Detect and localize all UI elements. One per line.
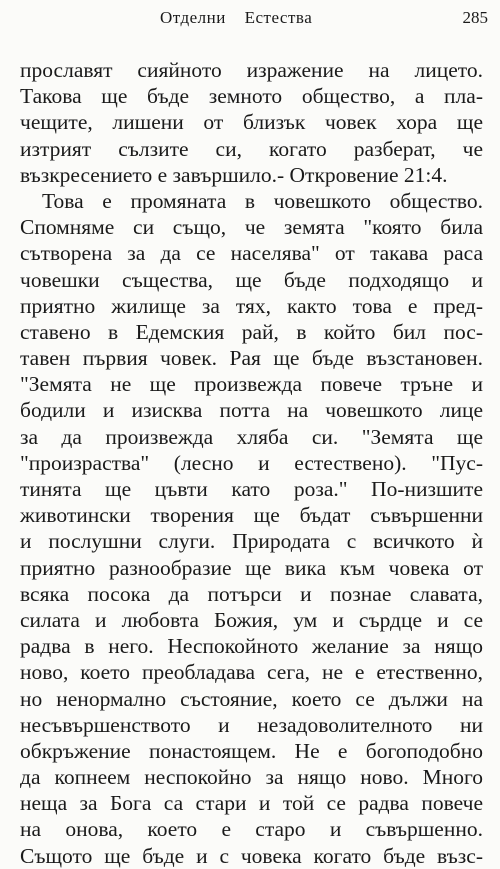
text-line: "произраства" (лесно и естествено). "Пус- (20, 450, 483, 475)
text-line: силата и любовта Божия, ум и сърдце и се (20, 607, 483, 632)
text-line: обкръжение понастоящем. Не е богоподобно (20, 738, 483, 763)
text-line: ново, което преобладава сега, не е етественно, (20, 660, 483, 685)
running-header (0, 8, 500, 32)
text-line: изтрият сълзите си, когато разберат, че (20, 136, 483, 161)
text-line: ставено в Едемския рай, в който бил пос- (20, 319, 483, 344)
body-text (20, 57, 483, 869)
text-line: Същото ще бъде и с човека когато бъде възс- (20, 843, 483, 868)
text-line: възкресението е завършило.- Откровение 21:4. (20, 162, 448, 187)
text-line: сътворена за да се населява" от такава раса (20, 241, 483, 266)
text-line: Спомняме си също, че земята "която била (20, 215, 483, 240)
text-line: приятно разнообразие ще вика към човека от (20, 555, 483, 580)
text-line: на онова, което е старо и съвършенно. (20, 817, 483, 842)
text-line: чещите, лишени от близък човек хора ще (20, 110, 483, 135)
text-line: несъвършенството и незадоволителното ни (20, 712, 483, 737)
text-line: животински творения ще бъдат съвършенни (20, 503, 483, 528)
text-line: приятно жилище за тях, както това е пред- (20, 293, 483, 318)
text-line: тинята ще цъвти като роза." По-низшите (20, 477, 483, 501)
text-line: всяка посока да потърси и познае славата, (20, 581, 483, 606)
text-line: тавен първия човек. Рая ще бъде възстановен. (20, 346, 483, 371)
text-line: "Земята не ще произвежда повече тръне и (20, 372, 483, 397)
text-line: но ненормално състояние, което се дължи на (20, 686, 483, 711)
running-title: Отделни Естества (160, 8, 313, 27)
text-line: човешки същества, ще бъде подходящо и (20, 267, 483, 292)
text-line: за да произвежда хляба си. "Земята ще (20, 424, 483, 449)
page-number: 285 (462, 8, 488, 27)
text-line: и послушни слуги. Природата с всичкото ѝ (20, 529, 483, 554)
text-line: да копнеем неспокойно за нящо ново. Много (20, 765, 483, 790)
text-line: Такова ще бъде земното общество, а пла- (20, 84, 483, 109)
text-line: Това е промяната в човешкото общество. (42, 188, 483, 213)
text-line: радва в него. Неспокойното желание за нящо (20, 634, 483, 659)
text-line: бодили и изисква потта на човешкото лице (20, 398, 483, 423)
text-line: неща за Бога са стари и той се радва повече (20, 791, 483, 816)
text-line: прославят сияйното изражение на лицето. (20, 58, 483, 82)
